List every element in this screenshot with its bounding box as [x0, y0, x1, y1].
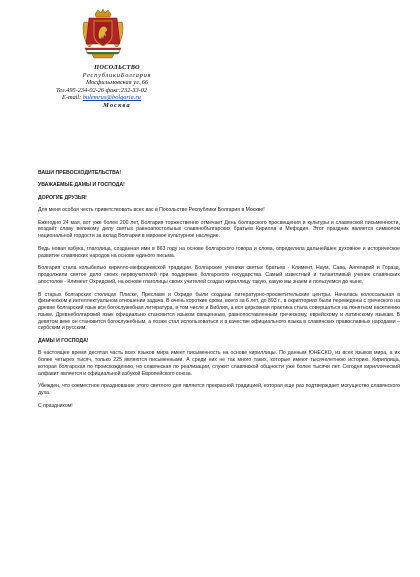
letterhead	[52, 64, 182, 110]
paragraph-tradition: Убежден, что совместное празднование этого светлого дня является прекрасной традицией, которая еще раз подтверждает могущество славянского духа.	[38, 383, 400, 396]
paragraph-greeting: Для меня особая честь приветствовать всех вас в Посольстве Республики Болгария в Москве!	[38, 206, 265, 213]
letterhead-city: Москва	[103, 101, 131, 109]
paragraph-may-24: Ежегодно 24 мая, вот уже более 200 лет, Болгария торжественно отмечает День болгарского просвещения и культуры и славянской письменности, воздаёт славу великому делу святых равноапостольных славянобългарских братьев Кирилла и Мефодия. Этот праздник является символом национальной гордости за вклад Болгарии в мировое культурное наследие.	[38, 219, 400, 239]
closing-line: С праздником!	[38, 402, 73, 409]
paragraph-cyrillic-today: В настоящее время десятая часть всех языков мира имеет письменность на основе кириллицы. По данным ЮНЕСКО, из всех языков мира, а их более четырех тысяч, только 225 являются письменными. А среди них не так много таких, которые имеют тысячелетнюю историю. Кириллица, которая болгарская по происхождению, но славянская по реализации, служит славянской общности уже более тысячи лет. Сегодня кириллический алфавит является и официальной азбукой Европейского союза.	[38, 350, 400, 377]
salutation-ladies-gentlemen-2: ДАМЫ И ГОСПОДА!	[38, 338, 89, 344]
letterhead-email-row	[62, 94, 182, 102]
salutation-ladies-gentlemen: УВАЖАЕМЫЕ ДАМЫ И ГОСПОДА!	[38, 182, 125, 189]
email-label: E-mail:	[62, 94, 82, 102]
letterhead-phone: Тел.495-234-02-26 факс:232-33-02	[56, 86, 148, 94]
bulgaria-coat-of-arms-icon	[80, 8, 126, 62]
salutation-friends: ДОРОГИЕ ДРУЗЬЯ!	[38, 194, 87, 201]
paragraph-cradle: Болгария стала колыбелью кирилло-мефодиевской традиции. Болгарские ученики святых братьев - Климент, Наум, Сава, Ангеларий и Горазд, продолжили святое дело своих первоучителей при поддержке болгарского государства. Самый известный и талантливый ученик славянских апостолов - Климент Охридский, на основе глаголицы своих учителей создал кириллицу такую, какую мы знаем и пользуемся до ныне.	[38, 265, 400, 285]
letterhead-address: Мосфильмовская ул.,66	[85, 79, 149, 87]
salutation-excellencies: ВАШИ ПРЕВОСХОДИТЕЛЬСТВА!	[38, 170, 122, 176]
email-link[interactable]: bulemrus@bolgaria.ru	[82, 94, 141, 102]
paragraph-glagolitic: Ведь новая азбука, глаголица, созданная ими в 863 году на основе болгарского говора и слова, определила дальнейшее духовное и историческое развитие славянских народов на основе единого письма.	[38, 245, 400, 259]
letterhead-title: ПОСОЛЬСТВО	[94, 64, 140, 71]
letter-body	[38, 170, 400, 416]
paragraph-capitals: В старых болгарских столицах Плиске, Преславе и Охриде были созданы литературно-просветительские центры. Началась колоссальная в физическом и интеллектуальном отношении задача. В очень короткие сроки, всего за 6 лет, до 893 г., в скрипториях были переведены с греческого на древне болгарский язык вся богослужебная литература, в том числе и Библия, а вся церковная практика стала совершаться на понятном населению языке. Древнеболгарский язык официально становится языком священным, равнопоставленным греческому, еврейскому и латинскому языкам. В девятом веке он становится богослужебным, а позже стал использоваться и в качестве официального языка в славянских православных народами – сербским и русским.	[38, 291, 400, 332]
letterhead-country: РеспубликиБолгария	[82, 71, 152, 79]
